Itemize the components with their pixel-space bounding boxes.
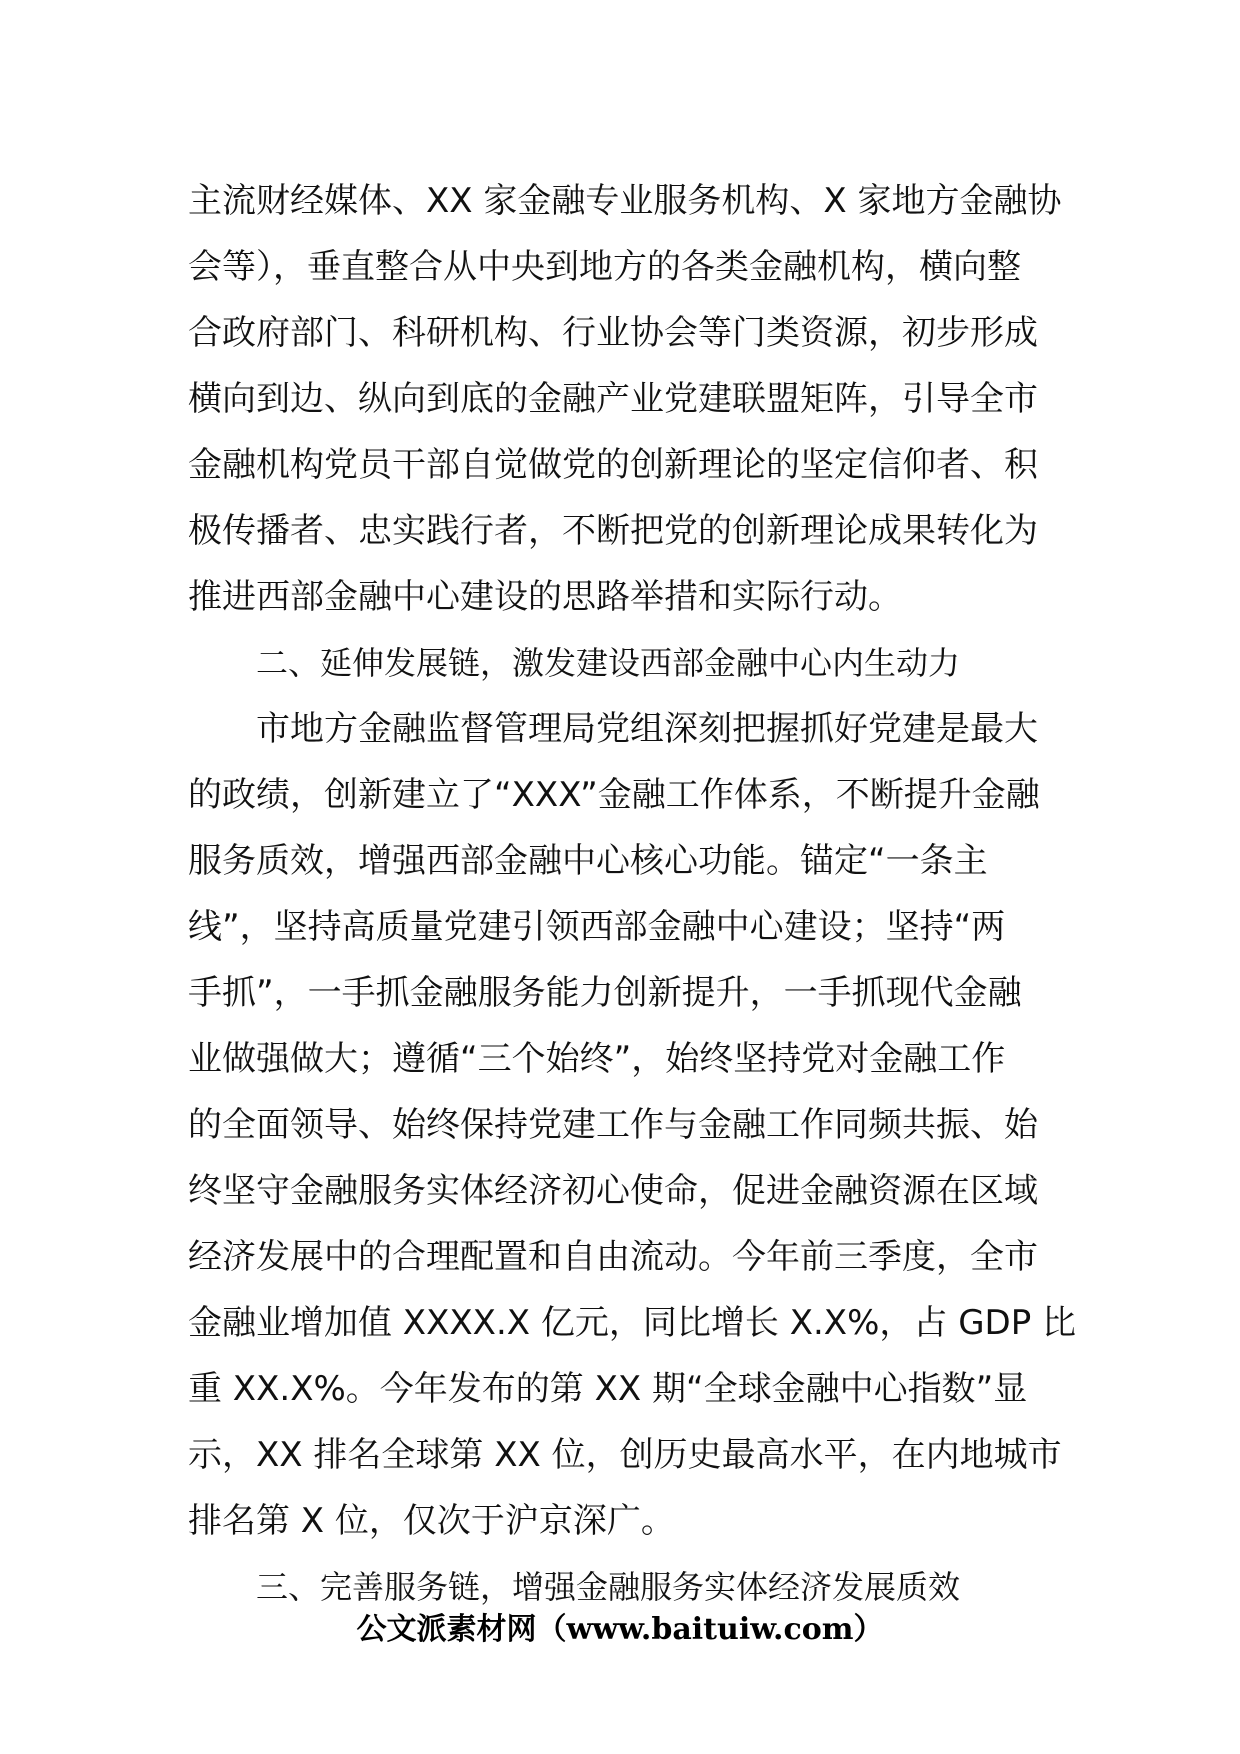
text-line: 推进西部金融中心建设的思路举措和实际行动。 [188,577,902,617]
paragraph-1 [188,168,1062,630]
text-line: 手抓”，一手抓金融服务能力创新提升，一手抓现代金融 [188,973,1022,1013]
text-line: 金融业增加值 XXXX.X 亿元，同比增长 X.X%，占 GDP 比 [188,1303,1077,1343]
paragraph-2 [188,696,1077,1554]
text-line: 服务质效，增强西部金融中心核心功能。锚定“一条主 [188,841,988,881]
text-line: 市地方金融监督管理局党组深刻把握抓好党建是最大 [256,709,1038,749]
text-line: 的全面领导、始终保持党建工作与金融工作同频共振、始 [188,1105,1038,1145]
text-line: 极传播者、忠实践行者，不断把党的创新理论成果转化为 [188,511,1038,551]
text-line: 会等），垂直整合从中央到地方的各类金融机构，横向整 [188,247,1021,287]
document-body [188,168,1077,1620]
text-line: 合政府部门、科研机构、行业协会等门类资源，初步形成 [188,313,1038,353]
page-footer: 公文派素材网（www.baituiw.com） [356,1612,884,1647]
text-line: 业做强做大；遵循“三个始终”，始终坚持党对金融工作 [188,1039,1006,1079]
text-line: 终坚守金融服务实体经济初心使命，促进金融资源在区域 [188,1171,1038,1211]
text-line: 示，XX 排名全球第 XX 位，创历史最高水平，在内地城市 [188,1435,1062,1475]
text-line: 的政绩，创新建立了“XXX”金融工作体系，不断提升金融 [188,775,1040,815]
text-line: 金融机构党员干部自觉做党的创新理论的坚定信仰者、积 [188,445,1038,485]
text-line: 排名第 X 位，仅次于沪京深广。 [188,1501,675,1541]
text-line: 重 XX.X%。今年发布的第 XX 期“全球金融中心指数”显 [188,1369,1028,1409]
text-line: 横向到边、纵向到底的金融产业党建联盟矩阵，引导全市 [188,379,1038,419]
text-line: 线”，坚持高质量党建引领西部金融中心建设；坚持“两 [188,907,1006,947]
text-line: 主流财经媒体、XX 家金融专业服务机构、X 家地方金融协 [188,181,1062,221]
section-heading-2: 二、延伸发展链，激发建设西部金融中心内生动力 [256,644,961,682]
text-line: 经济发展中的合理配置和自由流动。今年前三季度，全市 [188,1237,1038,1277]
section-heading-3: 三、完善服务链，增强金融服务实体经济发展质效 [256,1568,961,1606]
